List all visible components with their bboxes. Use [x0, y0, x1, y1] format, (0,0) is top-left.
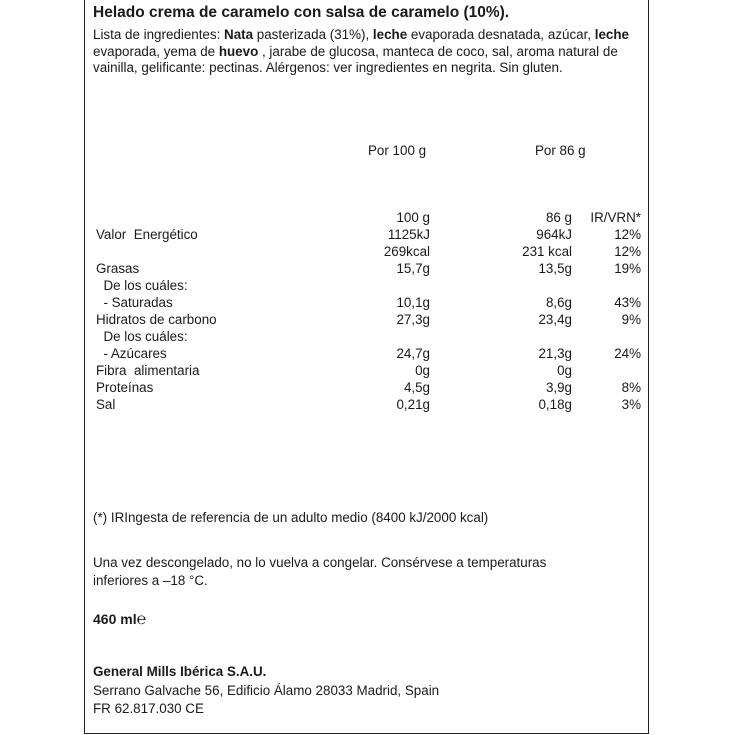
volume-value: 460 ml	[93, 611, 137, 627]
ingredient-text: evaporada, yema de	[93, 43, 219, 59]
value-per-86g: 231 kcal	[522, 244, 572, 259]
nutrient-label: Fibra alimentaria	[96, 363, 200, 378]
ingredient-text: evaporada desnatada, azúcar,	[407, 27, 595, 42]
ingredient-text: pasterizada (31%),	[253, 27, 373, 42]
value-per-100g: 0g	[415, 363, 430, 378]
allergen-text: leche	[594, 27, 630, 42]
value-ir-vrn: 24%	[614, 346, 641, 361]
value-ir-vrn: 12%	[614, 244, 641, 259]
value-per-100g: 0,21g	[396, 397, 430, 412]
company-code: FR 62.817.030 CE	[93, 701, 204, 716]
subheader-86g: 86 g	[545, 210, 572, 225]
value-per-100g: 24,7g	[396, 346, 430, 361]
value-per-86g: 23,4g	[538, 312, 572, 327]
value-ir-vrn: 3%	[621, 397, 641, 412]
nutrient-label: De los cuáles:	[96, 278, 188, 293]
ingredients-list	[93, 27, 641, 77]
subheader-100g: 100 g	[396, 210, 430, 225]
nutrient-label: - Saturadas	[96, 295, 173, 310]
value-ir-vrn: 19%	[614, 261, 641, 276]
value-per-86g: 964kJ	[536, 227, 572, 242]
value-ir-vrn: 8%	[621, 380, 641, 395]
nutrient-label: - Azúcares	[96, 346, 167, 361]
value-ir-vrn: 9%	[621, 312, 641, 327]
column-header-per-100g: Por 100 g	[368, 143, 427, 158]
value-per-86g: 3,9g	[545, 380, 572, 395]
company-address: Serrano Galvache 56, Edificio Álamo 28033 Madrid, Spain	[93, 683, 440, 698]
ingredient-text: Lista de ingredientes:	[93, 27, 225, 42]
nutrient-label: Proteínas	[96, 380, 154, 395]
value-per-86g: 8,6g	[545, 295, 572, 310]
value-ir-vrn: 12%	[614, 227, 641, 242]
footnote: (*) IRIngesta de referencia de un adulto medio (8400 kJ/2000 kcal)	[93, 510, 489, 525]
nutrient-label: Hidratos de carbono	[96, 312, 217, 327]
nutrient-label: De los cuáles:	[96, 329, 188, 344]
value-per-100g: 1125kJ	[387, 227, 430, 242]
net-volume	[93, 610, 146, 629]
product-title: Helado crema de caramelo con salsa de caramelo (10%).	[93, 4, 510, 21]
company-name: General Mills Ibérica S.A.U.	[93, 664, 267, 679]
estimated-sign-icon: ℮	[136, 611, 147, 628]
storage-line-2: inferiores a –18 °C.	[93, 573, 208, 588]
value-per-86g: 0,18g	[538, 397, 572, 412]
allergen-text: leche	[372, 27, 408, 42]
subheader-ir-vrn: IR/VRN*	[590, 210, 641, 225]
value-per-86g: 21,3g	[538, 346, 572, 361]
nutrient-label: Valor Energético	[96, 227, 198, 242]
ingredient-text: , jarabe de glucosa, manteca de coco, sal, aroma natural de vainilla, gelificante: pectinas. Alérgenos: ver ingredientes en negrita. Sin gluten.	[93, 43, 618, 76]
nutrient-label: Sal	[96, 397, 116, 412]
nutrient-label: Grasas	[96, 261, 140, 276]
column-header-per-86g: Por 86 g	[535, 143, 586, 158]
value-per-100g: 269kcal	[383, 244, 430, 259]
storage-line-1: Una vez descongelado, no lo vuelva a congelar. Consérvese a temperaturas	[93, 555, 547, 570]
value-ir-vrn: 43%	[614, 295, 641, 310]
value-per-86g: 0g	[557, 363, 572, 378]
value-per-86g: 13,5g	[538, 261, 572, 276]
value-per-100g: 10,1g	[396, 295, 430, 310]
allergen-text: huevo	[218, 43, 259, 59]
value-per-100g: 15,7g	[396, 261, 430, 276]
value-per-100g: 4,5g	[403, 380, 430, 395]
value-per-100g: 27,3g	[396, 312, 430, 327]
allergen-text: Nata	[224, 27, 254, 42]
